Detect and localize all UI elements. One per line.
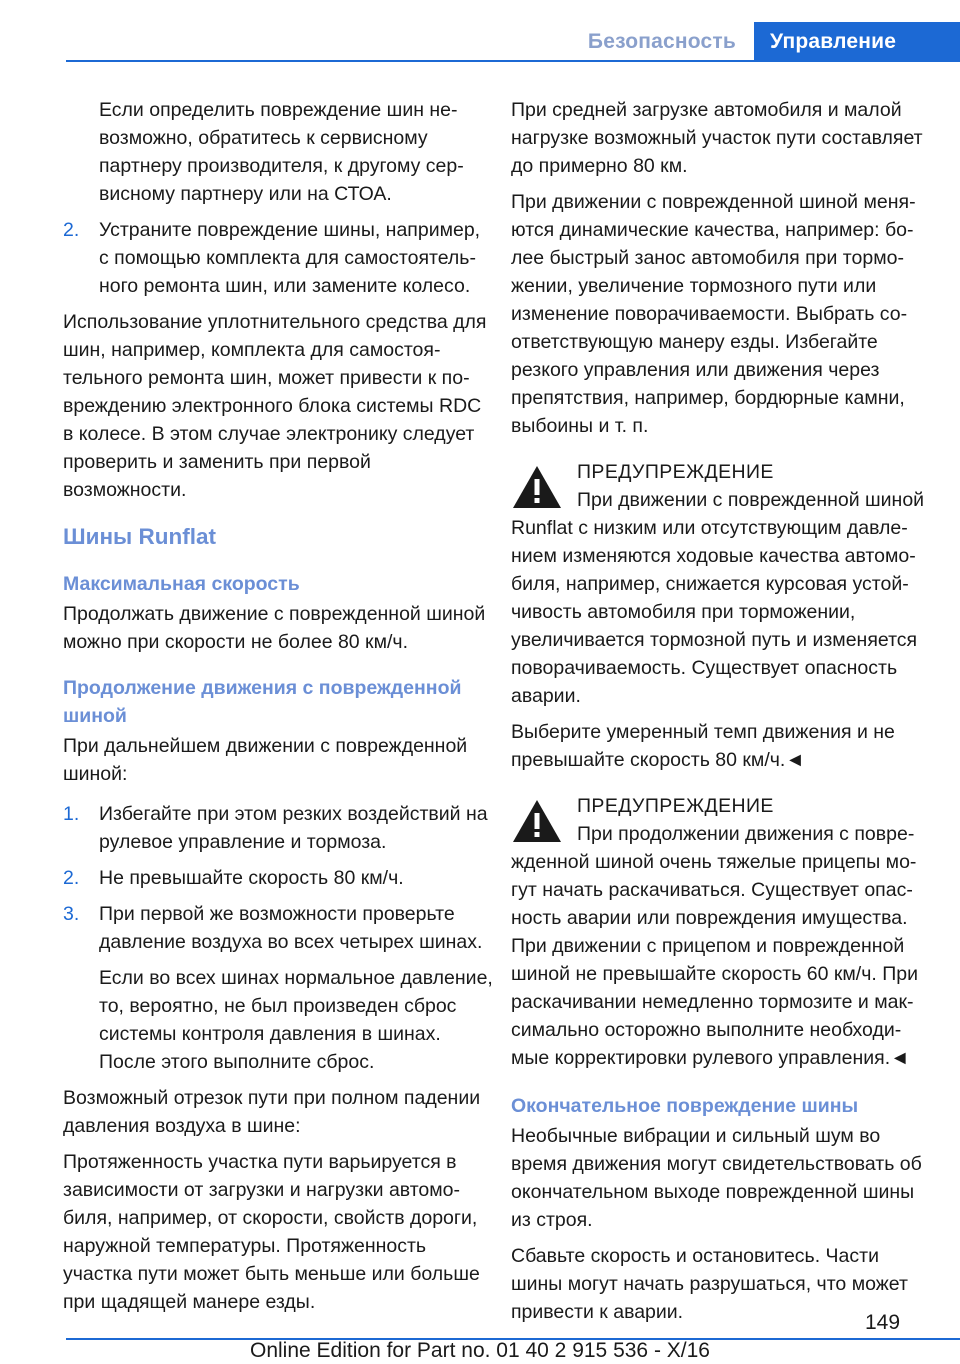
warning-follow-paragraph: Выберите умеренный темп движения и не превышайте скорость 80 км/ч.◄: [511, 721, 895, 771]
stop-paragraph: Сбавьте скорость и остановитесь. Части шины могут начать разрушаться, что может привести к аварии.: [511, 1245, 908, 1323]
left-column: [63, 96, 493, 1324]
list-item: [63, 900, 493, 956]
warning-triangle-icon: [511, 464, 563, 510]
header-tabs: [572, 22, 960, 60]
warning-title: ПРЕДУПРЕЖДЕНИЕ: [577, 795, 774, 817]
list-number: 2.: [63, 867, 80, 889]
footer-edition: Online Edition for Part no. 01 40 2 915 536 - X/16: [250, 1339, 710, 1362]
section-heading-runflat: Шины Runflat: [63, 524, 216, 549]
warning-triangle-icon: [511, 798, 563, 844]
warning-block: [511, 458, 931, 710]
intro-paragraph: Если определить повреждение шин невозможно, обратитесь к сервисному партнеру производителя, к другому сервисному партнеру или на СТОА.: [99, 99, 464, 205]
distance-paragraph: Возможный отрезок пути при полном падении давления воздуха в шине:: [63, 1087, 481, 1137]
list-item: [63, 864, 493, 892]
tab-safety[interactable]: Безопасность: [572, 22, 754, 60]
list-item-text: Избегайте при этом резких воздействий на рулевое управление и тормоза.: [99, 803, 488, 853]
list-item-text: При первой же возможности проверьте давление воздуха во всех четырех шинах.: [99, 903, 483, 953]
varies-paragraph: Протяженность участка пути варьируется в зависимости от загрузки и нагрузки автомобиля, например, от скорости, свойств дороги, наружной температуры. Протяженность участка пути может быть меньше или больше при щадящей манере езды.: [63, 1151, 480, 1313]
sealant-paragraph: Использование уплотнительного средства для шин, например, комплекта для самостоятельного ремонта шин, может привести к повреждению электронного блока системы RDC в колесе. В этом случае электронику следует проверить и заменить при первой возможности.: [63, 311, 487, 501]
list-number: 1.: [63, 803, 80, 825]
warning-text: При продолжении движения с поврежденной шиной очень тяжелые прицепы могут начать раскачиваться. Существует опасность аварии или повреждения имущества. При движении с прицепом и поврежденной шиной не превышайте скорость 60 км/ч. При раскачивании немедленно тормозите и максимально осторожно выполните необходимые корректировки рулевого управления.◄: [511, 823, 918, 1069]
warning-block: [511, 792, 931, 1072]
list-item: [63, 800, 493, 856]
list-number: 2.: [63, 219, 80, 241]
list-item-text: Не превышайте скорость 80 км/ч.: [99, 867, 404, 889]
page-number: 149: [865, 1311, 901, 1334]
list-number: 3.: [63, 903, 80, 925]
list-item: [63, 216, 493, 300]
right-column: [511, 96, 931, 1334]
handling-paragraph: При движении с поврежденной шиной меняются динамические качества, например: более быстрый занос автомобиля при торможении, увеличение тормозного пути или изменение поворачиваемости. Выбрать соответствующую манеру езды. Избегайте резкого управления или движения через препятствия, например, бордюрные камни, выбоины и т. п.: [511, 191, 916, 437]
list-item-text: Устраните повреждение шины, например, с помощью комплекта для самостоятельного ремонта шин, или замените колесо.: [99, 219, 481, 297]
subheading-final-damage: Окончательное повреждение шины: [511, 1095, 859, 1117]
warning-title: ПРЕДУПРЕЖДЕНИЕ: [577, 461, 774, 483]
warning-text: При движении с поврежденной шиной Runflat с низким или отсутствующим давлением изменяются ходовые качества автомобиля, например, снижается курсовая устойчивость автомобиля при торможении, увеличивается тормозной путь и изменяется поворачиваемость. Существует опасность аварии.: [511, 489, 925, 707]
subheading-continue-driving: Продолжение движения с поврежденной шиной: [63, 677, 462, 727]
load-paragraph: При средней загрузке автомобиля и малой нагрузке возможный участок пути составляет до примерно 80 км.: [511, 99, 923, 177]
final-damage-paragraph: Необычные вибрации и сильный шум во время движения могут свидетельствовать об окончательном выходе поврежденной шины из строя.: [511, 1125, 922, 1231]
tab-operation[interactable]: Управление: [754, 22, 960, 60]
max-speed-paragraph: Продолжать движение с поврежденной шиной можно при скорости не более 80 км/ч.: [63, 603, 486, 653]
subheading-max-speed: Максимальная скорость: [63, 573, 300, 595]
list-item-extra: Если во всех шинах нормальное давление, то, вероятно, не был произведен сброс системы контроля давления в шинах. После этого выполните сброс.: [99, 967, 493, 1073]
continue-paragraph: При дальнейшем движении с поврежденной шиной:: [63, 735, 468, 785]
header-rule: [66, 60, 960, 62]
